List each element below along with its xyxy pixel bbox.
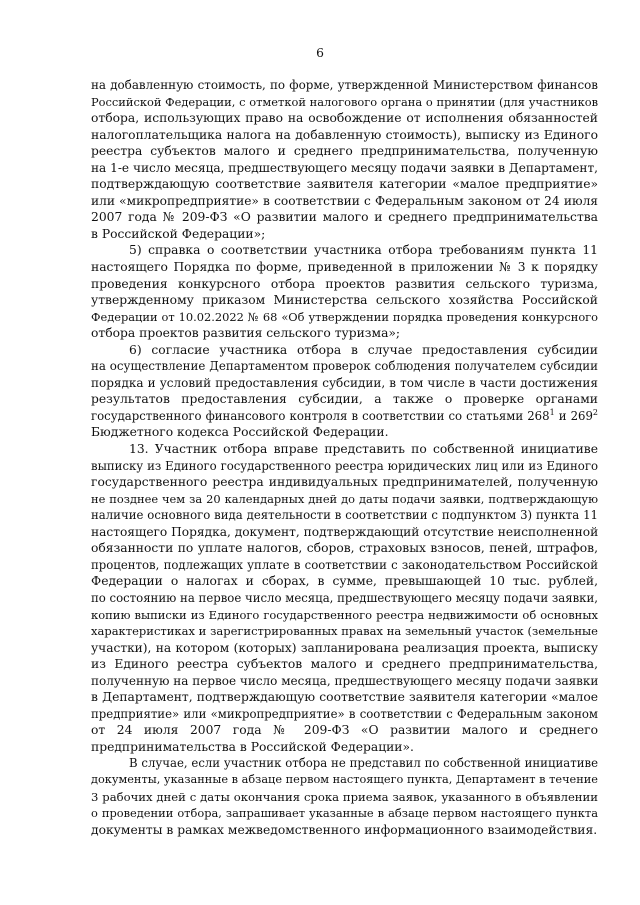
text-line-content: из Единого реестра субъектов малого и среднего предпринимательства, [91,657,598,672]
text-line [91,424,598,441]
text-line [91,325,598,342]
text-line-content: 3 рабочих дней с даты окончания срока приема заявок, указанного в объявлении [91,789,598,804]
text-line-content: 13. Участник отбора вправе представить по собственной инициативе [129,442,598,457]
text-line-content: Федерации от 10.02.2022 № 68 «Об утверждении порядка проведения конкурсного [91,309,598,324]
text-line-content: порядка и условий предоставления субсидии, в том числе в части достижения [91,375,598,390]
text-line-content: выписку из Единого государственного реестра юридических лиц или из Единого [91,458,598,473]
text-line [91,789,598,806]
text-line-content: копию выписки из Единого государственного реестра недвижимости об основных [91,607,598,622]
text-line-content: настоящего Порядка по форме, приведенной в приложении № 3 к порядку [91,260,598,275]
text-line [91,689,598,706]
text-line-content: В случае, если участник отбора не представил по собственной инициативе [129,756,598,771]
text-line-content: отбора проектов развития сельского туризма»; [91,326,401,341]
text-line-content: настоящего Порядка, документ, подтверждающий отсутствие неисполненной [91,524,599,539]
text-line-content: участки), на котором (которых) запланирована реализация проекта, выписку [91,640,598,655]
text-line [91,309,598,326]
text-line-content: реестра субъектов малого и среднего предпринимательства, полученную [91,144,598,159]
text-line [91,242,598,259]
text-line-content: документы в рамках межведомственного информационного взаимодействия. [91,822,598,837]
superscript-1: 1 [549,407,555,417]
text-line [91,491,598,508]
text-line [91,557,598,574]
text-line [91,358,598,375]
text-line [91,524,598,541]
text-line-content: Российской Федерации, с отметкой налогового органа о принятии (для участников [91,94,598,109]
text-line-content: Бюджетного кодекса Российской Федерации. [91,425,389,440]
text-line [91,408,598,425]
text-line [91,276,598,293]
text-line-content: наличие основного вида деятельности в соответствии с подпунктом 3) пункта 11 [91,508,598,523]
text-line [91,441,598,458]
text-line-content: на добавленную стоимость, по форме, утвержденной Министерством финансов [91,78,598,92]
text-line [91,507,598,524]
text-line [91,391,598,408]
text-line-content: налогоплательщика налога на добавленную стоимость), выписку из Единого [91,127,598,142]
text-line [91,673,598,690]
text-line [91,176,598,193]
text-line-content: по состоянию на первое число месяца, предшествующего месяцу подачи заявки, [91,590,598,605]
text-line-content: 5) справка о соответствии участника отбора требованиям пункта 11 [129,243,598,258]
text-line-content: на осуществление Департаментом проверок соблюдения получателем субсидии [91,359,598,374]
text-line-content: 2007 года № 209-ФЗ «О развитии малого и среднего предпринимательства [91,210,598,225]
text-line [91,110,598,127]
text-line [91,772,598,789]
text-line [91,607,598,624]
text-line-content: Федерации о налогах и сборах, в сумме, превышающей 10 тыс. рублей, [91,574,598,589]
text-line [91,127,598,144]
text-line-content: подтверждающую соответствие заявителя категории «малое предприятие» [91,177,598,192]
text-line-content: полученную на первое число месяца, предшествующего месяцу подачи заявки [91,673,599,688]
text-line [91,458,598,475]
text-line-content: на 1-е число месяца, предшествующего месяцу подачи заявки в Департамент, [91,160,598,175]
text-line [91,259,598,276]
text-line-content: утвержденному приказом Министерства сельского хозяйства Российской [91,293,598,308]
text-line [91,822,598,839]
text-line-content: 6) согласие участника отбора в случае предоставления субсидии [129,342,598,357]
superscript-2: 2 [592,407,599,417]
text-line [91,722,598,739]
text-line [91,739,598,756]
text-line-content: государственного реестра индивидуальных предпринимателей, полученную [91,475,598,490]
text-line [91,640,598,657]
text-line [91,226,598,243]
text-line [91,706,598,723]
text-line-content: о проведении отбора, запрашивает указанные в абзаце первом настоящего пункта [91,806,598,821]
document-body [91,77,598,838]
text-line [91,77,598,94]
text-line-content: документы, указанные в абзаце первом настоящего пункта, Департамент в течение [91,772,598,786]
text-line [91,143,598,160]
text-line [91,160,598,177]
text-line [91,94,598,111]
text-line-content: от 24 июля 2007 года № 209-ФЗ «О развитии малого и среднего [91,723,598,738]
text-line [91,656,598,673]
text-line-content: отбора, использующих право на освобождение от исполнения обязанностей [91,111,598,126]
text-line-content: процентов, подлежащих уплате в соответствии с законодательством Российской [91,557,598,572]
text-line [91,755,598,772]
text-line-content: в Департамент, подтверждающую соответствие заявителя категории «малое [91,690,598,705]
text-line-content: государственного финансового контроля в соответствии со статьями 268 [91,408,550,423]
text-line-content: предпринимательства в Российской Федерации». [91,739,414,754]
text-line [91,540,598,557]
text-line [91,292,598,309]
text-line [91,193,598,210]
text-line [91,474,598,491]
text-line-content: характеристиках и зарегистрированных правах на земельный участок (земельные [91,624,598,639]
text-line [91,573,598,590]
text-line [91,623,598,640]
text-line-content: или «микропредприятие» в соответствии с Федеральным законом от 24 июля [91,193,598,208]
text-line-content: результатов предоставления субсидии, а также о проверке органами [91,392,598,407]
text-line [91,342,598,359]
text-line-continuation: и 269 [554,408,593,423]
page-number: 6 [316,46,324,60]
text-line-content: не позднее чем за 20 календарных дней до даты подачи заявки, подтверждающую [91,491,598,506]
text-line [91,590,598,607]
text-line-content: предприятие» или «микропредприятие» в соответствии с Федеральным законом [91,706,598,721]
text-line [91,209,598,226]
text-line [91,375,598,392]
text-line [91,805,598,822]
text-line-content: в Российской Федерации»; [91,226,266,241]
text-line-content: проведения конкурсного отбора проектов развития сельского туризма, [91,276,598,291]
text-line-content: обязанности по уплате налогов, сборов, страховых взносов, пеней, штрафов, [91,541,598,556]
